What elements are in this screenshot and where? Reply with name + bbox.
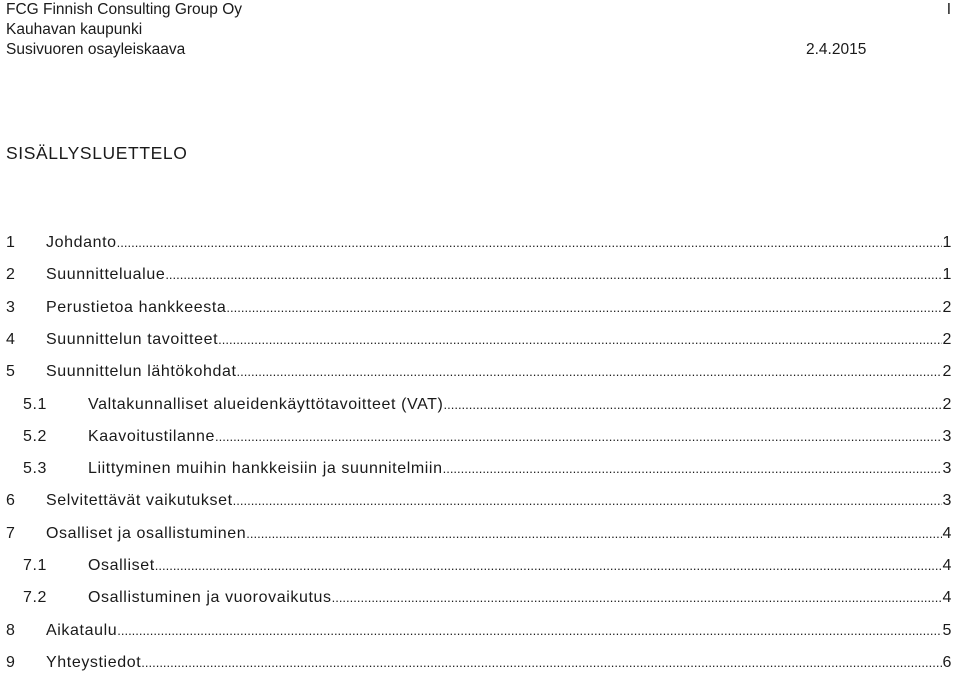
toc-leader-dots	[443, 459, 942, 479]
toc-leader-dots	[155, 556, 942, 576]
toc-entry-title: Suunnittelun lähtökohdat	[46, 363, 237, 380]
document-date: 2.4.2015	[806, 41, 867, 58]
toc-entry-number: 1	[6, 234, 16, 251]
toc-entry-number: 5	[6, 363, 16, 380]
toc-leader-dots	[246, 524, 941, 544]
toc-entry[interactable]	[0, 427, 952, 447]
toc-entry-title: Johdanto	[46, 234, 117, 251]
toc-entry-number: 7	[6, 525, 16, 542]
toc-entry-page: 4	[942, 525, 952, 542]
toc-leader-dots	[215, 427, 941, 447]
toc-entry-number: 2	[6, 266, 16, 283]
toc-entry[interactable]	[0, 265, 952, 285]
toc-entry-number: 3	[6, 299, 16, 316]
toc-entry[interactable]	[0, 362, 952, 382]
toc-entry[interactable]	[0, 459, 952, 479]
toc-entry-page: 1	[942, 266, 952, 283]
toc-entry-title: Suunnittelualue	[46, 266, 166, 283]
toc-leader-dots	[226, 298, 941, 318]
toc-leader-dots	[141, 653, 941, 673]
toc-entry[interactable]	[0, 330, 952, 350]
page-number: I	[946, 1, 951, 18]
toc-entry-page: 4	[942, 589, 952, 606]
toc-entry-title: Yhteystiedot	[46, 654, 142, 671]
toc-entry-title: Valtakunnalliset alueidenkäyttötavoitteet (VAT)	[88, 396, 444, 413]
toc-entry[interactable]	[0, 653, 952, 673]
toc-heading: SISÄLLYSLUETTELO	[6, 143, 188, 163]
toc-leader-dots	[165, 265, 941, 285]
toc-entry[interactable]	[0, 298, 952, 318]
toc-entry-page: 6	[942, 654, 952, 671]
project-name: Susivuoren osayleiskaava	[6, 41, 186, 58]
company-name: FCG Finnish Consulting Group Oy	[6, 1, 243, 18]
toc-entry-number: 5.1	[23, 396, 48, 413]
toc-entry-number: 7.1	[23, 557, 48, 574]
toc-entry-page: 2	[942, 396, 952, 413]
toc-entry-title: Suunnittelun tavoitteet	[46, 331, 219, 348]
toc-entry-page: 2	[942, 331, 952, 348]
toc-leader-dots	[237, 362, 942, 382]
toc-entry-title: Perustietoa hankkeesta	[46, 299, 227, 316]
toc-entry-number: 5.2	[23, 428, 48, 445]
toc-entry-title: Selvitettävät vaikutukset	[46, 492, 233, 509]
toc-entry[interactable]	[0, 556, 952, 576]
toc-entry[interactable]	[0, 524, 952, 544]
toc-entry[interactable]	[0, 621, 952, 641]
toc-entry-number: 7.2	[23, 589, 48, 606]
toc-leader-dots	[444, 395, 942, 415]
toc-entry-title: Kaavoitustilanne	[88, 428, 216, 445]
toc-leader-dots	[117, 621, 941, 641]
toc-entry-title: Liittyminen muihin hankkeisiin ja suunnitelmiin	[88, 460, 443, 477]
toc-entry[interactable]	[0, 491, 952, 511]
toc-entry-title: Osalliset ja osallistuminen	[46, 525, 247, 542]
toc-leader-dots	[332, 588, 942, 608]
toc-entry-number: 4	[6, 331, 16, 348]
toc-entry-page: 4	[942, 557, 952, 574]
toc-entry-page: 3	[942, 428, 952, 445]
toc-leader-dots	[218, 330, 941, 350]
toc-entry-title: Osalliset	[88, 557, 155, 574]
toc-leader-dots	[233, 491, 942, 511]
toc-entry-page: 1	[942, 234, 952, 251]
toc-entry[interactable]	[0, 395, 952, 415]
client-name: Kauhavan kaupunki	[6, 21, 143, 38]
toc-entry-page: 5	[942, 622, 952, 639]
toc-entry-number: 9	[6, 654, 16, 671]
toc-entry-page: 3	[942, 460, 952, 477]
toc-entry-number: 8	[6, 622, 16, 639]
toc-entry[interactable]	[0, 588, 952, 608]
page-header	[6, 0, 954, 60]
toc-entry-page: 3	[942, 492, 952, 509]
toc-entry-title: Aikataulu	[46, 622, 118, 639]
toc-entry-number: 6	[6, 492, 16, 509]
toc-entry-number: 5.3	[23, 460, 48, 477]
toc-entry-page: 2	[942, 299, 952, 316]
toc-entry-title: Osallistuminen ja vuorovaikutus	[88, 589, 332, 606]
toc-entry[interactable]	[0, 233, 952, 253]
toc-entry-page: 2	[942, 363, 952, 380]
toc-leader-dots	[117, 233, 942, 253]
